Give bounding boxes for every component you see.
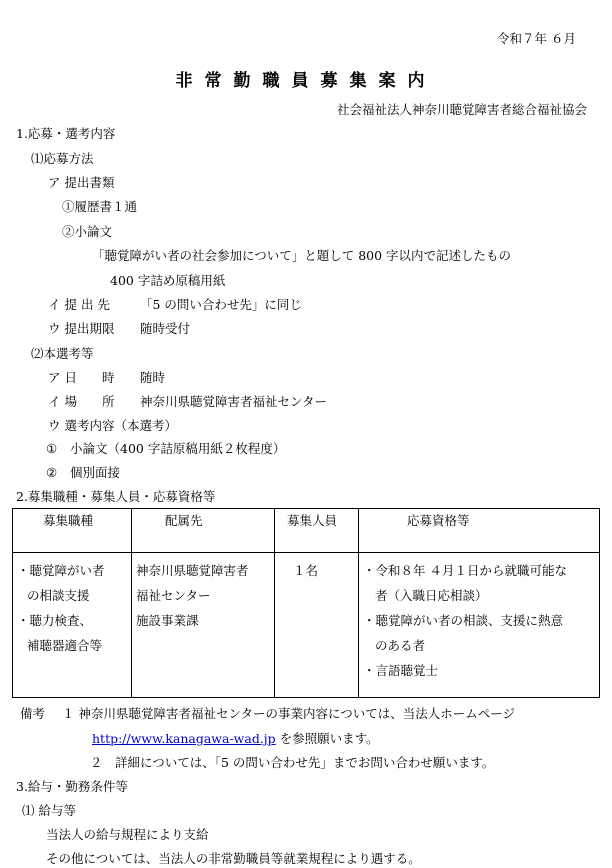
salary-line-2: その他については、当法人の非常勤職員等就業規程により遇する。 [46, 851, 421, 866]
header-job-type: 募集職種 [43, 513, 94, 528]
selection-item-2-number: ② [46, 465, 58, 480]
section-2-heading: 2.募集職種・募集人員・応募資格等 [16, 489, 216, 504]
department-line: 福祉センター [136, 588, 211, 603]
qualification-line: のある者 [375, 638, 426, 653]
section-3-heading: 3.給与・勤務条件等 [16, 779, 128, 794]
essay-item: ②小論文 [62, 224, 113, 239]
essay-description: 「聴覚障がい者の社会参加について」と題して 800 字以内で記述したもの [92, 248, 512, 263]
job-type-line: 補聴器適合等 [27, 638, 103, 653]
main-selection-heading: ⑵本選考等 [31, 346, 94, 361]
recruitment-table [12, 508, 600, 698]
qualification-line: ・聴覚障がい者の相談、支援に熱意 [363, 613, 564, 628]
deadline-label: ウ 提出期限 [48, 321, 115, 336]
selection-item-1: 小論文（400 字詰原稿用紙２枚程度） [70, 441, 286, 456]
location-value: 神奈川県聴覚障害者福祉センター [140, 394, 328, 409]
submission-destination-value: 「5 の問い合わせ先」に同じ [140, 297, 302, 312]
header-qualifications: 応募資格等 [407, 513, 470, 528]
location-label: イ 場 所 [48, 394, 115, 409]
department-cell [136, 558, 249, 633]
page-title: 非常勤職員募集案内 [175, 71, 437, 91]
documents-label: ア 提出書類 [48, 175, 115, 190]
remarks-note-1: １ 神奈川県聴覚障害者福祉センターの事業内容については、当法人ホームページ [62, 706, 515, 721]
header-department: 配属先 [165, 513, 203, 528]
header-headcount: 募集人員 [287, 513, 338, 528]
department-line: 神奈川県聴覚障害者 [136, 563, 249, 578]
department-line: 施設事業課 [136, 613, 199, 628]
remarks-note-1-tail: を参照願います。 [275, 731, 379, 746]
qualification-line: ・言語聴覚士 [363, 663, 439, 678]
datetime-label: ア 日 時 [48, 370, 115, 385]
salary-line-1: 当法人の給与規程により支給 [46, 827, 209, 842]
application-method-heading: ⑴応募方法 [31, 151, 94, 166]
job-type-line: ・聴力検査、 [17, 613, 93, 628]
submission-destination-label: イ 提 出 先 [48, 297, 110, 312]
job-type-line: ・聴覚障がい者 [17, 563, 105, 578]
headcount-cell: １名 [293, 563, 319, 578]
qualification-line: ・令和８年 ４月１日から就職可能な [363, 563, 567, 578]
resume-item: ①履歴書１通 [62, 199, 138, 214]
section-1-heading: 1.応募・選考内容 [16, 126, 116, 141]
qualifications-cell [363, 558, 567, 683]
website-link[interactable]: http://www.kanagawa-wad.jp [92, 731, 276, 746]
remarks-label: 備考 [20, 706, 46, 721]
job-type-line: の相談支援 [27, 588, 90, 603]
document-date: 令和７年 ６月 [497, 31, 576, 46]
deadline-value: 随時受付 [140, 321, 191, 336]
selection-content-label: ウ 選考内容（本選考） [48, 418, 177, 433]
selection-item-1-number: ① [46, 441, 58, 456]
essay-paper-format: 400 字詰め原稿用紙 [110, 273, 226, 288]
organization-name: 社会福祉法人神奈川聴覚障害者総合福祉協会 [336, 102, 587, 117]
remarks-note-1-link-line [92, 731, 379, 747]
salary-heading: ⑴ 給与等 [22, 803, 76, 818]
job-type-cell [17, 558, 105, 658]
selection-item-2: 個別面接 [70, 465, 121, 480]
remarks-note-2: ２ 詳細については、「5 の問い合わせ先」までお問い合わせ願います。 [90, 755, 495, 770]
qualification-line: 者（入職日応相談） [375, 588, 488, 603]
datetime-value: 随時 [140, 370, 166, 385]
